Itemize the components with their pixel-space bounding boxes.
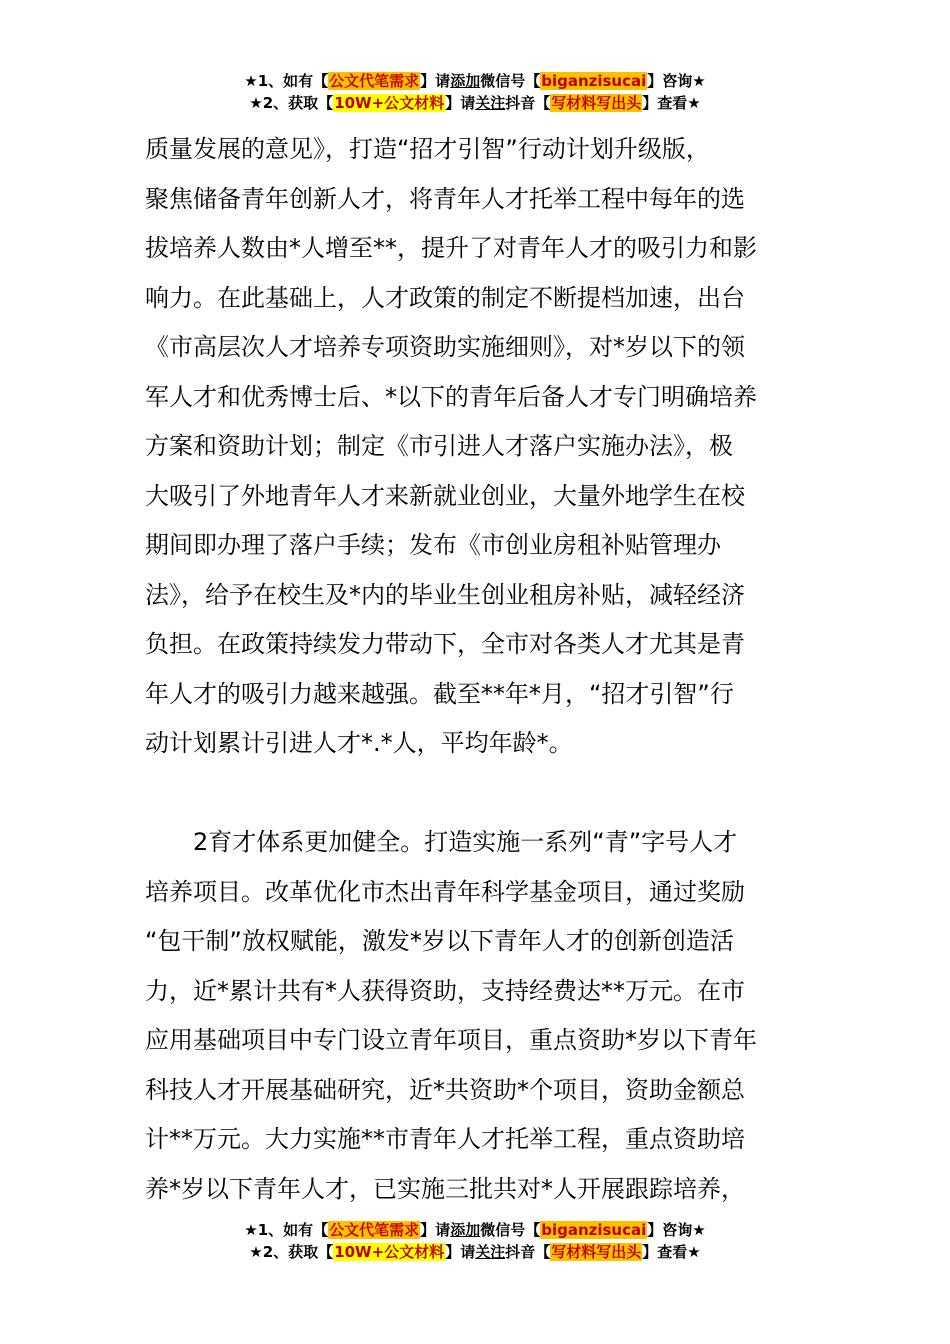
text-line: 法》，给予在校生及*内的毕业生创业租房补贴，减轻经济 [145,580,745,609]
text-line: 计**万元。大力实施**市青年人才托举工程，重点资助培 [145,1125,745,1153]
text-line: 《市高层次人才培养专项资助实施细则》，对*岁以下的领 [145,333,745,361]
paragraph-2 [145,818,810,1214]
text-line: 拔培养人数由*人增至**，提升了对青年人才的吸引力和影 [145,234,757,262]
text-line: 军人才和优秀博士后、*以下的青年后备人才专门明确培养 [145,382,757,411]
header-banner [0,70,950,114]
highlight-douyin: 写材料写出头 [551,94,642,112]
text-line: 响力。在此基础上，人才政策的制定不断提档加速，出台 [145,283,745,312]
banner-line-2: ★2、获取【10W+公文材料】请关注抖音【写材料写出头】查看★ [249,1243,701,1261]
footer-banner [0,1219,950,1263]
banner-line-2: ★2、获取【10W+公文材料】请关注抖音【写材料写出头】查看★ [249,94,701,112]
text-line: 方案和资助计划；制定《市引进人才落户实施办法》，极 [145,432,733,460]
text-line: 力，近*累计共有*人获得资助，支持经费达**万元。在市 [145,976,745,1005]
banner-line-1: ★1、如有【公文代笔需求】请添加微信号【biganzisucai】咨询★ [244,72,706,90]
text-line: 期间即办理了落户手续；发布《市创业房租补贴管理办 [145,531,721,559]
text-line: 年人才的吸引力越来越强。截至**年*月，“招才引智”行 [145,679,734,708]
text-line: 负担。在政策持续发力带动下，全市对各类人才尤其是青 [145,630,745,658]
text-line: 科技人才开展基础研究，近*共资助*个项目，资助金额总 [145,1075,745,1104]
text-line: 大吸引了外地青年人才来新就业创业，大量外地学生在校 [145,481,745,510]
paragraph-1 [145,125,810,769]
text-line: “包干制”放权赋能，激发*岁以下青年人才的创新创造活 [145,927,734,955]
highlight-materials: 10W+公文材料 [334,94,445,112]
text-line: 质量发展的意见》，打造“招才引智”行动计划升级版， [145,135,710,163]
text-line: 2育才体系更加健全。打造实施一系列“青”字号人才 [145,828,738,856]
document-body [145,125,810,1214]
text-line: 培养项目。改革优化市杰出青年科学基金项目，通过奖励 [145,877,745,906]
banner-line-1: ★1、如有【公文代笔需求】请添加微信号【biganzisucai】咨询★ [244,1221,706,1239]
highlight-douyin: 写材料写出头 [551,1243,642,1261]
text-line: 聚焦储备青年创新人才，将青年人才托举工程中每年的选 [145,184,745,213]
highlight-wechat-id: biganzisucai [541,72,647,90]
highlight-service: 公文代笔需求 [329,1221,420,1239]
text-line: 应用基础项目中专门设立青年项目，重点资助*岁以下青年 [145,1026,757,1054]
highlight-materials: 10W+公文材料 [334,1243,445,1261]
text-line: 养*岁以下青年人才，已实施三批共对*人开展跟踪培养， [145,1174,745,1203]
paragraph-gap [145,769,810,819]
text-line: 动计划累计引进人才*.*人，平均年龄*。 [145,729,573,757]
highlight-wechat-id: biganzisucai [541,1221,647,1239]
highlight-service: 公文代笔需求 [329,72,420,90]
